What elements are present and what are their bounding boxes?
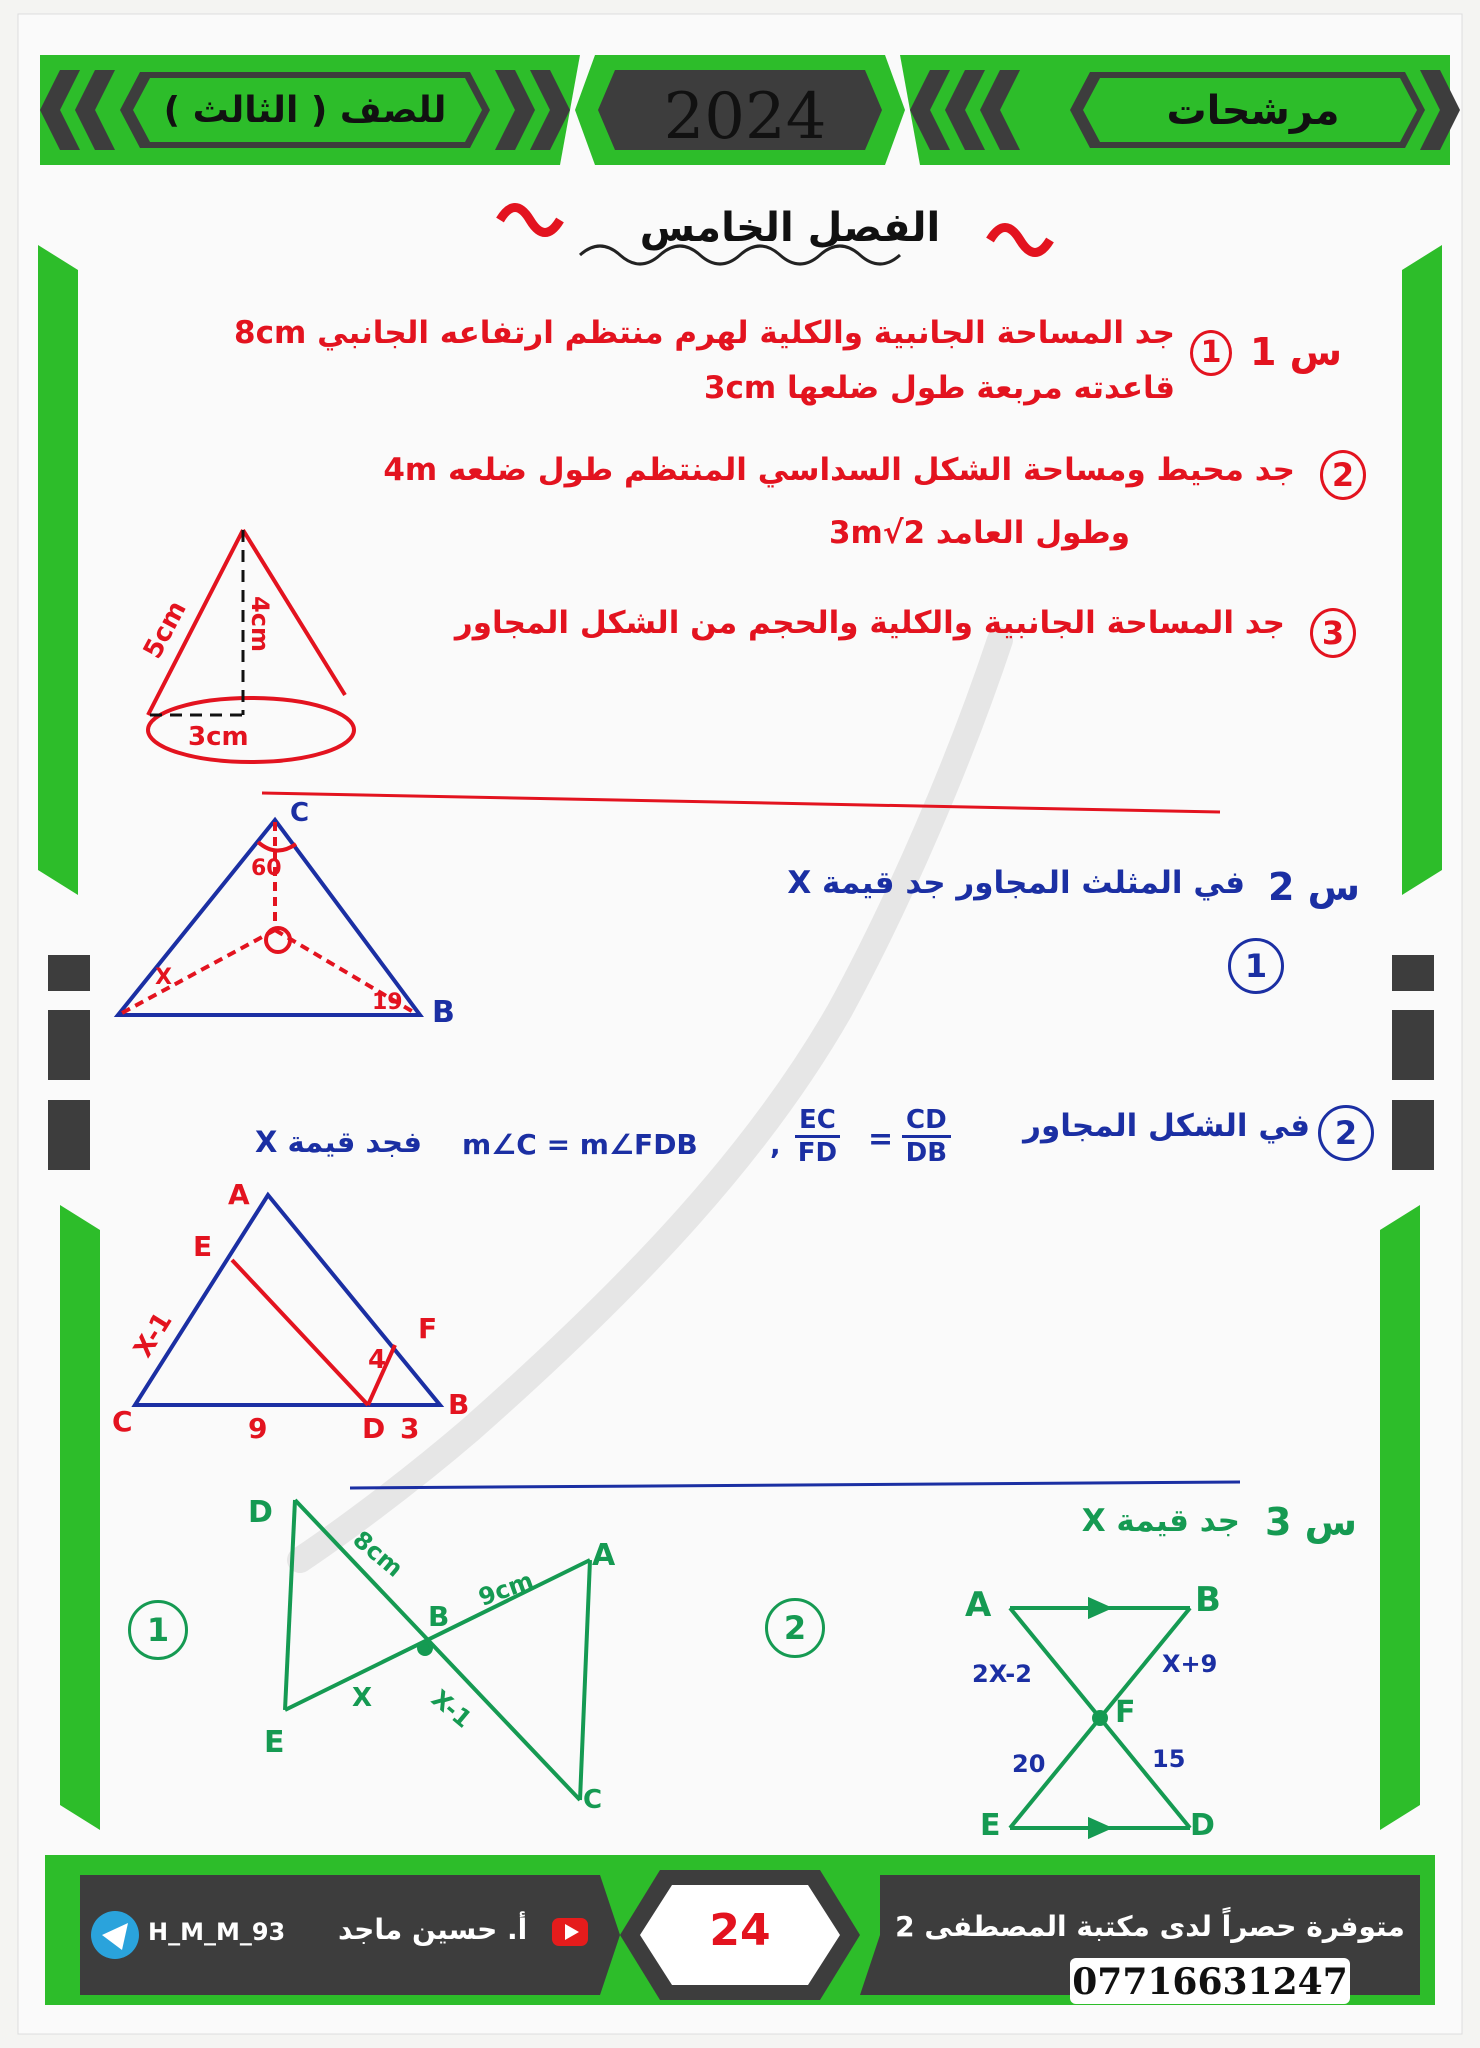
q1-item1-num: 1: [1190, 330, 1232, 376]
ratio-den-db: DB: [905, 1138, 948, 1168]
tri1-angle-c: 60: [251, 856, 282, 881]
tri1-c: C: [290, 798, 310, 828]
cone-height-label: 4cm: [245, 596, 274, 652]
fig2-b: B: [1195, 1580, 1221, 1620]
fig1-e: E: [264, 1725, 285, 1760]
cone-slant-label: 5cm: [137, 596, 193, 664]
ratio-right: [902, 1105, 951, 1168]
q1-item3-line1: جد المساحة الجانبية والكلية والحجم من الشكل المجاور: [454, 605, 1285, 641]
tri2-cd: 9: [248, 1412, 268, 1445]
tri2-side-ec: X-1: [128, 1307, 179, 1363]
q1-label: س 1: [1250, 330, 1343, 374]
angle-equation: m∠C = m∠FDB: [462, 1128, 698, 1161]
tri2-db: 3: [400, 1412, 420, 1445]
q3-label: س 3: [1265, 1500, 1358, 1544]
fig2-a: A: [965, 1585, 992, 1625]
q2-find: فجد قيمة X: [255, 1125, 423, 1159]
chapter-title: الفصل الخامس: [639, 205, 941, 251]
ratio-num-cd: CD: [902, 1105, 951, 1138]
fig1-c: C: [583, 1785, 603, 1815]
q3-intro: جد قيمة X: [1081, 1503, 1240, 1539]
q2-item2-num: 2: [1318, 1105, 1374, 1161]
fig2-d: D: [1190, 1808, 1215, 1843]
ratio-comma: ,: [770, 1128, 781, 1161]
tri2-f: F: [418, 1312, 438, 1345]
footer-telegram-handle: H_M_M_93: [148, 1918, 286, 1946]
ratio-equals: =: [868, 1122, 894, 1157]
q2-item1-num: 1: [1228, 938, 1284, 994]
q2-intro: في المثلث المجاور جد قيمة X: [787, 865, 1245, 901]
fig1-eb: X: [352, 1683, 373, 1713]
tri1-b: B: [432, 995, 455, 1030]
tri2-c: C: [112, 1405, 133, 1438]
fig2-f: F: [1115, 1695, 1136, 1730]
header-year: 2024: [663, 80, 827, 154]
tri2-d: D: [362, 1412, 386, 1445]
footer-availability: متوفرة حصراً لدى مكتبة المصطفى 2: [895, 1910, 1405, 1943]
tri1-angle-b: 19: [372, 990, 403, 1015]
cone-radius-label: 3cm: [188, 722, 249, 752]
fig1-ba: 9cm: [474, 1566, 538, 1612]
q1-item2-num: 2: [1320, 450, 1366, 500]
tri2-e: E: [193, 1230, 213, 1263]
fig1-a: A: [592, 1538, 616, 1573]
q1-item2-line2: وطول العامد 2√3m: [828, 515, 1130, 551]
fig2-af: 2X-2: [972, 1660, 1032, 1688]
q2-label: س 2: [1268, 865, 1361, 909]
ratio-den-fd: FD: [797, 1138, 838, 1168]
footer-phone: 07716631247: [1072, 1961, 1348, 2003]
tri2-b: B: [448, 1388, 470, 1421]
q1-item1-line1: جد المساحة الجانبية والكلية لهرم منتظم ارتفاعه الجانبي 8cm: [234, 315, 1175, 351]
fig1-db: 8cm: [347, 1525, 409, 1583]
footer-author: أ. حسين ماجد: [338, 1913, 528, 1946]
fig2-e: E: [980, 1808, 1001, 1843]
fig2-bf: X+9: [1162, 1650, 1218, 1678]
tri2-df: 4: [368, 1345, 387, 1375]
fig1-b: B: [428, 1600, 450, 1633]
q3-item1-num: 1: [128, 1600, 188, 1660]
q3-item2-num: 2: [765, 1598, 825, 1658]
fig2-fd: 15: [1152, 1745, 1186, 1773]
ratio-left: [795, 1105, 840, 1168]
tri1-x: X: [155, 965, 172, 990]
q1-item2-line1: جد محيط ومساحة الشكل السداسي المنتظم طول ضلعه 4m: [383, 452, 1295, 488]
fig2-ef: 20: [1012, 1750, 1046, 1778]
header-left-label: للصف ( الثالث ): [163, 90, 447, 131]
q2-item2-text: في الشكل المجاور: [1023, 1108, 1310, 1144]
fig1-d: D: [248, 1495, 273, 1530]
header-right-label: مرشحات: [1166, 88, 1340, 134]
footer-page-number: 24: [709, 1905, 771, 1956]
fig1-bc: X-1: [426, 1684, 478, 1734]
ratio-num-ec: EC: [795, 1105, 840, 1138]
q1-item3-num: 3: [1310, 608, 1356, 658]
tri2-a: A: [228, 1178, 250, 1211]
q1-item1-line2: قاعدته مربعة طول ضلعها 3cm: [703, 370, 1175, 406]
